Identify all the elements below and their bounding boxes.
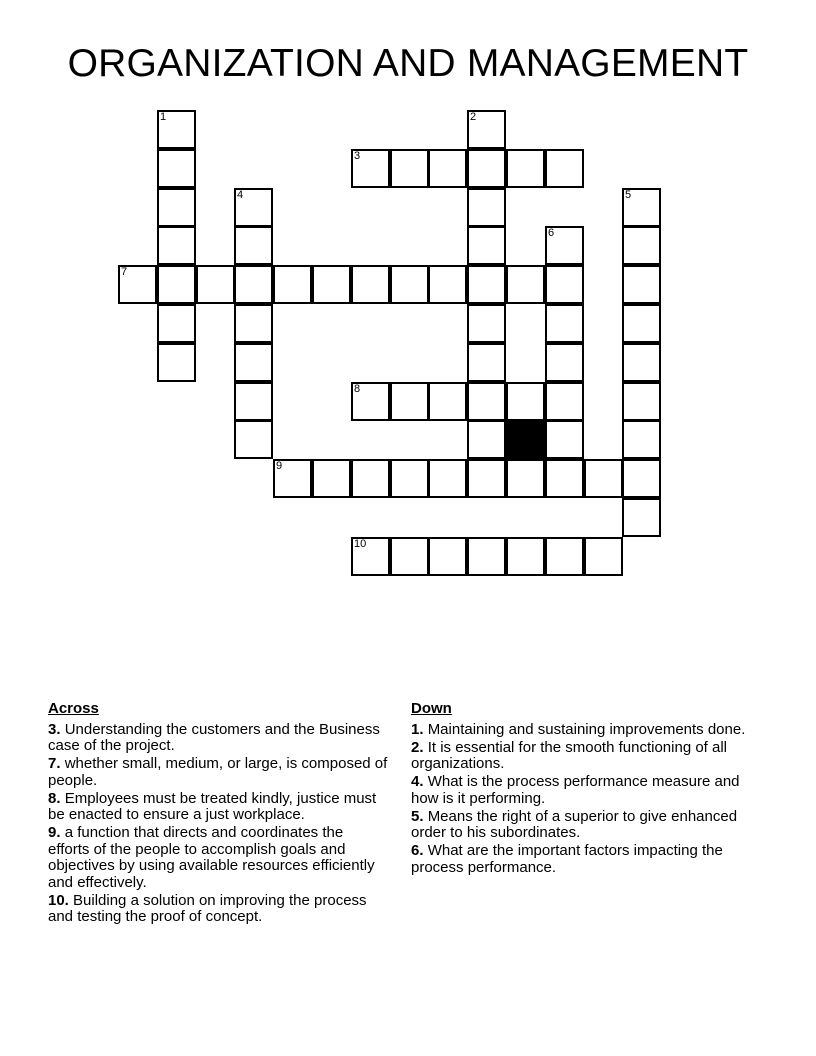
black-square <box>506 420 545 459</box>
grid-cell[interactable] <box>467 382 506 421</box>
grid-cell[interactable] <box>312 265 351 304</box>
grid-cell[interactable] <box>545 420 584 459</box>
grid-cell[interactable] <box>622 498 661 537</box>
clue-number: 1 <box>160 111 167 123</box>
grid-cell[interactable] <box>390 537 429 576</box>
grid-cell[interactable] <box>622 304 661 343</box>
grid-cell[interactable] <box>428 265 467 304</box>
grid-cell[interactable] <box>506 537 545 576</box>
grid-cell[interactable] <box>157 265 196 304</box>
grid-cell[interactable] <box>467 265 506 304</box>
grid-cell[interactable] <box>622 382 661 421</box>
grid-cell[interactable] <box>351 459 390 498</box>
grid-cell[interactable] <box>273 265 312 304</box>
grid-cell[interactable] <box>351 537 390 576</box>
grid-cell[interactable] <box>428 149 467 188</box>
grid-cell[interactable] <box>157 149 196 188</box>
grid-cell[interactable] <box>234 382 273 421</box>
clue-number: 3 <box>354 150 361 162</box>
clue-down-1: 1. Maintaining and sustaining improvements done. <box>411 720 746 738</box>
grid-cell[interactable] <box>506 149 545 188</box>
grid-cell[interactable] <box>545 226 584 265</box>
clue-across-7: 7. whether small, medium, or large, is composed of people. <box>48 755 388 789</box>
grid-cell[interactable] <box>545 265 584 304</box>
clue-number: 6 <box>548 227 555 239</box>
grid-cell[interactable] <box>467 110 506 149</box>
grid-cell[interactable] <box>506 265 545 304</box>
grid-cell[interactable] <box>351 265 390 304</box>
grid-cell[interactable] <box>234 304 273 343</box>
clue-number: 10 <box>354 538 367 550</box>
grid-cell[interactable] <box>157 188 196 227</box>
grid-cell[interactable] <box>351 149 390 188</box>
grid-cell[interactable] <box>467 420 506 459</box>
grid-cell[interactable] <box>351 382 390 421</box>
grid-cell[interactable] <box>234 343 273 382</box>
grid-cell[interactable] <box>157 226 196 265</box>
down-heading: Down <box>411 700 452 717</box>
grid-cell[interactable] <box>545 382 584 421</box>
grid-cell[interactable] <box>157 343 196 382</box>
grid-cell[interactable] <box>234 226 273 265</box>
clue-across-10: 10. Building a solution on improving the process and testing the proof of concept. <box>48 891 367 925</box>
grid-cell[interactable] <box>390 149 429 188</box>
clue-number: 5 <box>625 189 632 201</box>
clue-number: 8 <box>354 383 361 395</box>
grid-cell[interactable] <box>545 149 584 188</box>
clue-down-6: 6. What are the important factors impacting the process performance. <box>411 842 723 876</box>
grid-cell[interactable] <box>428 382 467 421</box>
clue-number: 4 <box>237 189 244 201</box>
grid-cell[interactable] <box>312 459 351 498</box>
page-title: ORGANIZATION AND MANAGEMENT <box>67 42 749 85</box>
grid-cell[interactable] <box>390 459 429 498</box>
grid-cell[interactable] <box>545 459 584 498</box>
grid-cell[interactable] <box>467 537 506 576</box>
grid-cell[interactable] <box>118 265 157 304</box>
grid-cell[interactable] <box>467 343 506 382</box>
grid-cell[interactable] <box>622 265 661 304</box>
grid-cell[interactable] <box>273 459 312 498</box>
grid-cell[interactable] <box>622 343 661 382</box>
grid-cell[interactable] <box>428 459 467 498</box>
grid-cell[interactable] <box>506 459 545 498</box>
grid-cell[interactable] <box>157 110 196 149</box>
grid-cell[interactable] <box>622 188 661 227</box>
grid-cell[interactable] <box>467 226 506 265</box>
grid-cell[interactable] <box>234 188 273 227</box>
grid-cell[interactable] <box>390 382 429 421</box>
grid-cell[interactable] <box>234 420 273 459</box>
grid-cell[interactable] <box>467 304 506 343</box>
grid-cell[interactable] <box>467 188 506 227</box>
grid-cell[interactable] <box>545 537 584 576</box>
clue-number: 7 <box>121 266 128 278</box>
clue-number: 9 <box>276 460 283 472</box>
clue-number: 2 <box>470 111 477 123</box>
clue-down-2: 2. It is essential for the smooth functioning of all organizations. <box>411 738 728 772</box>
grid-cell[interactable] <box>196 265 235 304</box>
grid-cell[interactable] <box>584 459 623 498</box>
grid-cell[interactable] <box>428 537 467 576</box>
grid-cell[interactable] <box>157 304 196 343</box>
grid-cell[interactable] <box>467 149 506 188</box>
grid-cell[interactable] <box>390 265 429 304</box>
grid-cell[interactable] <box>622 226 661 265</box>
grid-cell[interactable] <box>545 343 584 382</box>
grid-cell[interactable] <box>234 265 273 304</box>
clue-across-8: 8. Employees must be treated kindly, justice must be enacted to ensure a just workplace. <box>48 789 377 823</box>
grid-cell[interactable] <box>584 537 623 576</box>
grid-cell[interactable] <box>545 304 584 343</box>
clue-across-3: 3. Understanding the customers and the Business case of the project. <box>48 720 380 754</box>
clue-across-9: 9. a function that directs and coordinates the efforts of the people to accomplish goals and objectives by using available resources efficiently and effectively. <box>48 824 375 891</box>
grid-cell[interactable] <box>622 420 661 459</box>
clue-down-5: 5. Means the right of a superior to give enhanced order to his subordinates. <box>411 807 738 841</box>
grid-cell[interactable] <box>506 382 545 421</box>
grid-cell[interactable] <box>622 459 661 498</box>
down-clues <box>411 701 751 878</box>
across-clues <box>48 701 388 927</box>
across-heading: Across <box>48 700 99 717</box>
clue-down-4: 4. What is the process performance measure and how is it performing. <box>411 773 740 807</box>
grid-cell[interactable] <box>467 459 506 498</box>
